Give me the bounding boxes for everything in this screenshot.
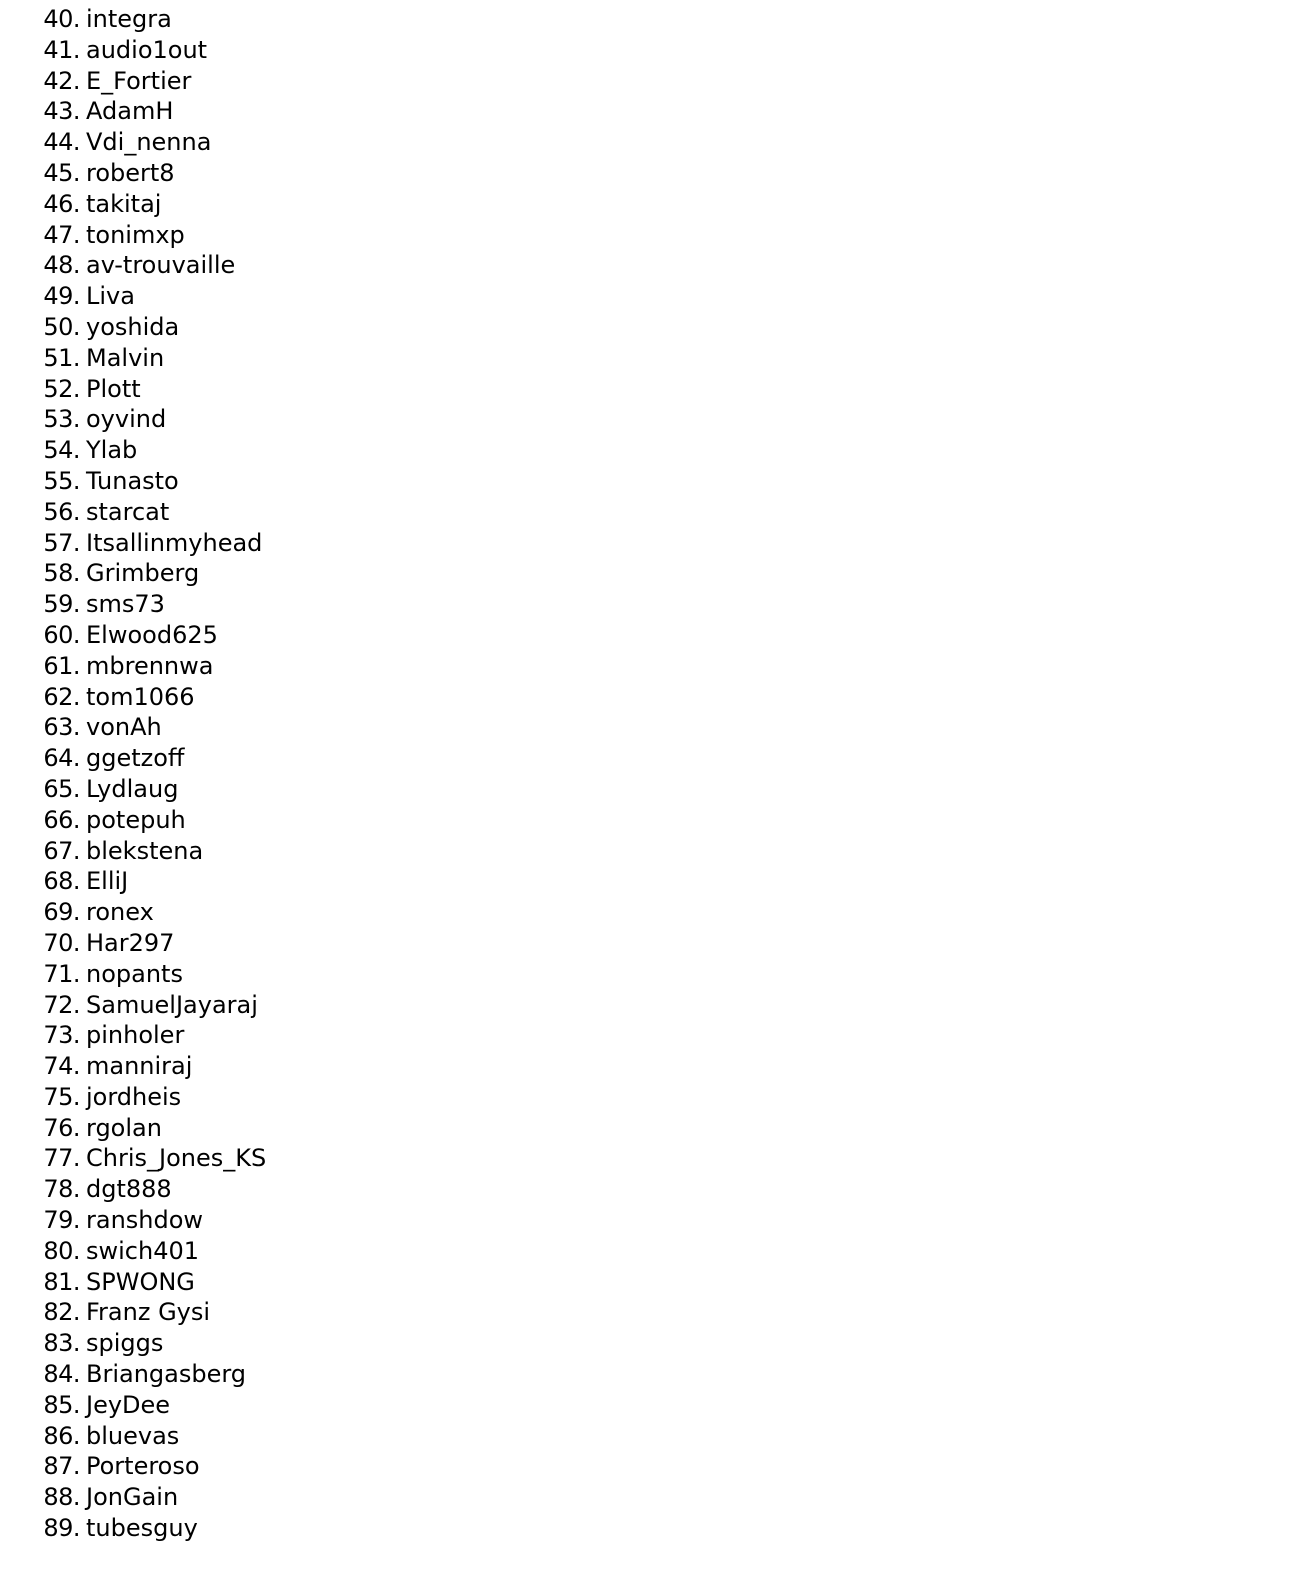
list-item-number: 42.	[43, 66, 80, 95]
list-item	[0, 1236, 266, 1267]
list-item-username: takitaj	[86, 189, 162, 218]
list-item-username: audio1out	[86, 35, 208, 64]
list-item-number: 59.	[43, 590, 80, 619]
list-item	[0, 897, 266, 928]
list-item-username: JeyDee	[86, 1390, 171, 1419]
list-item-number: 68.	[43, 867, 80, 896]
list-item-username: vonAh	[86, 713, 162, 742]
list-item-number: 65.	[43, 774, 80, 803]
list-item	[0, 1328, 266, 1359]
list-item-username: Malvin	[86, 343, 165, 372]
list-item-username: ranshdow	[86, 1206, 204, 1235]
list-item	[0, 805, 266, 836]
list-item-number: 45.	[43, 158, 80, 187]
list-item-number: 43.	[43, 97, 80, 126]
list-item	[0, 866, 266, 897]
list-item-number: 41.	[43, 35, 80, 64]
list-item-number: 52.	[43, 374, 80, 403]
list-item-username: Vdi_nenna	[86, 128, 212, 157]
list-item-username: ElliJ	[86, 867, 129, 896]
list-item-username: ggetzoff	[86, 744, 185, 773]
list-item-number: 61.	[43, 651, 80, 680]
list-item	[0, 1297, 266, 1328]
list-item-username: manniraj	[86, 1052, 193, 1081]
list-item-number: 79.	[43, 1206, 80, 1235]
list-item-number: 75.	[43, 1082, 80, 1111]
list-item-number: 66.	[43, 805, 80, 834]
list-item	[0, 990, 266, 1021]
list-item-number: 71.	[43, 959, 80, 988]
list-item	[0, 158, 266, 189]
list-item-username: oyvind	[86, 405, 167, 434]
list-item-number: 48.	[43, 251, 80, 280]
list-item-number: 89.	[43, 1514, 80, 1543]
list-item	[0, 1143, 266, 1174]
list-item-number: 63.	[43, 713, 80, 742]
list-item-number: 83.	[43, 1329, 80, 1358]
list-item-username: integra	[86, 5, 172, 33]
list-item-number: 40.	[43, 5, 80, 33]
list-item-number: 55.	[43, 466, 80, 495]
list-item-number: 85.	[43, 1390, 80, 1419]
list-item	[0, 35, 266, 66]
list-item	[0, 435, 266, 466]
list-item-username: Briangasberg	[86, 1360, 247, 1389]
list-item-number: 67.	[43, 836, 80, 865]
list-item-number: 74.	[43, 1052, 80, 1081]
list-item	[0, 4, 266, 35]
list-item-number: 54.	[43, 436, 80, 465]
list-item	[0, 774, 266, 805]
list-item-username: Ylab	[86, 436, 138, 465]
list-item	[0, 1020, 266, 1051]
list-item-number: 70.	[43, 928, 80, 957]
list-item-number: 82.	[43, 1298, 80, 1327]
list-item	[0, 343, 266, 374]
list-item	[0, 312, 266, 343]
list-item	[0, 589, 266, 620]
list-item-number: 53.	[43, 405, 80, 434]
list-item	[0, 1513, 266, 1544]
list-item	[0, 1359, 266, 1390]
list-item-number: 69.	[43, 898, 80, 927]
list-item	[0, 712, 266, 743]
list-item-username: E_Fortier	[86, 66, 192, 95]
list-item-username: Grimberg	[86, 559, 200, 588]
list-item	[0, 66, 266, 97]
list-item	[0, 1482, 266, 1513]
list-item-number: 64.	[43, 744, 80, 773]
list-item	[0, 404, 266, 435]
list-item-username: Elwood625	[86, 620, 218, 649]
list-item-number: 87.	[43, 1452, 80, 1481]
username-list	[0, 4, 266, 1544]
list-item-username: av-trouvaille	[86, 251, 236, 280]
list-item	[0, 528, 266, 559]
list-item-username: Tunasto	[86, 466, 179, 495]
list-item-username: AdamH	[86, 97, 174, 126]
list-item	[0, 374, 266, 405]
list-item	[0, 127, 266, 158]
list-item	[0, 1267, 266, 1298]
list-item-username: blekstena	[86, 836, 204, 865]
list-item	[0, 836, 266, 867]
list-item-number: 47.	[43, 220, 80, 249]
list-item	[0, 1421, 266, 1452]
list-item-number: 50.	[43, 312, 80, 341]
list-item	[0, 959, 266, 990]
list-item	[0, 743, 266, 774]
list-item-username: sms73	[86, 590, 165, 619]
list-item	[0, 497, 266, 528]
list-item-username: bluevas	[86, 1421, 180, 1450]
list-item-username: SPWONG	[86, 1267, 195, 1296]
list-item-username: Franz Gysi	[86, 1298, 211, 1327]
list-item-username: tonimxp	[86, 220, 185, 249]
list-item	[0, 620, 266, 651]
list-item-username: yoshida	[86, 312, 180, 341]
list-item	[0, 1174, 266, 1205]
list-item-number: 78.	[43, 1175, 80, 1204]
list-item-number: 84.	[43, 1360, 80, 1389]
list-item-number: 49.	[43, 282, 80, 311]
list-item-username: Lydlaug	[86, 774, 179, 803]
list-item-username: Chris_Jones_KS	[86, 1144, 267, 1173]
list-item-number: 56.	[43, 497, 80, 526]
list-item-number: 62.	[43, 682, 80, 711]
list-item-number: 80.	[43, 1236, 80, 1265]
list-item-number: 81.	[43, 1267, 80, 1296]
list-item-number: 57.	[43, 528, 80, 557]
list-item	[0, 1451, 266, 1482]
list-item-number: 86.	[43, 1421, 80, 1450]
list-item-username: Plott	[86, 374, 141, 403]
list-item	[0, 466, 266, 497]
list-item-username: potepuh	[86, 805, 186, 834]
list-item	[0, 281, 266, 312]
list-item-username: rgolan	[86, 1113, 162, 1142]
list-item	[0, 220, 266, 251]
list-item-number: 44.	[43, 128, 80, 157]
list-item-username: Porteroso	[86, 1452, 200, 1481]
list-item-username: tubesguy	[86, 1514, 198, 1543]
list-item-number: 51.	[43, 343, 80, 372]
list-item-number: 88.	[43, 1483, 80, 1512]
list-item-username: swich401	[86, 1236, 200, 1265]
list-item-number: 72.	[43, 990, 80, 1019]
list-item-number: 73.	[43, 1021, 80, 1050]
list-item-username: mbrennwa	[86, 651, 214, 680]
list-item	[0, 96, 266, 127]
list-item	[0, 1082, 266, 1113]
list-item-username: ronex	[86, 898, 154, 927]
list-item	[0, 558, 266, 589]
list-item	[0, 928, 266, 959]
list-item	[0, 189, 266, 220]
list-item-username: SamuelJayaraj	[86, 990, 258, 1019]
list-item-number: 46.	[43, 189, 80, 218]
list-item-number: 76.	[43, 1113, 80, 1142]
list-item-username: spiggs	[86, 1329, 164, 1358]
list-item-username: Itsallinmyhead	[86, 528, 263, 557]
list-item-username: robert8	[86, 158, 175, 187]
list-item-number: 77.	[43, 1144, 80, 1173]
list-item-username: Liva	[86, 282, 135, 311]
list-item	[0, 1113, 266, 1144]
list-item-number: 60.	[43, 620, 80, 649]
list-item-username: dgt888	[86, 1175, 172, 1204]
list-item	[0, 1390, 266, 1421]
list-item	[0, 250, 266, 281]
list-item-username: pinholer	[86, 1021, 185, 1050]
list-item-username: tom1066	[86, 682, 195, 711]
list-item	[0, 1205, 266, 1236]
list-item-username: JonGain	[86, 1483, 179, 1512]
list-item-username: starcat	[86, 497, 170, 526]
list-item	[0, 682, 266, 713]
list-item	[0, 651, 266, 682]
list-item	[0, 1051, 266, 1082]
list-item-username: jordheis	[86, 1082, 182, 1111]
list-item-username: Har297	[86, 928, 175, 957]
list-item-number: 58.	[43, 559, 80, 588]
list-item-username: nopants	[86, 959, 183, 988]
